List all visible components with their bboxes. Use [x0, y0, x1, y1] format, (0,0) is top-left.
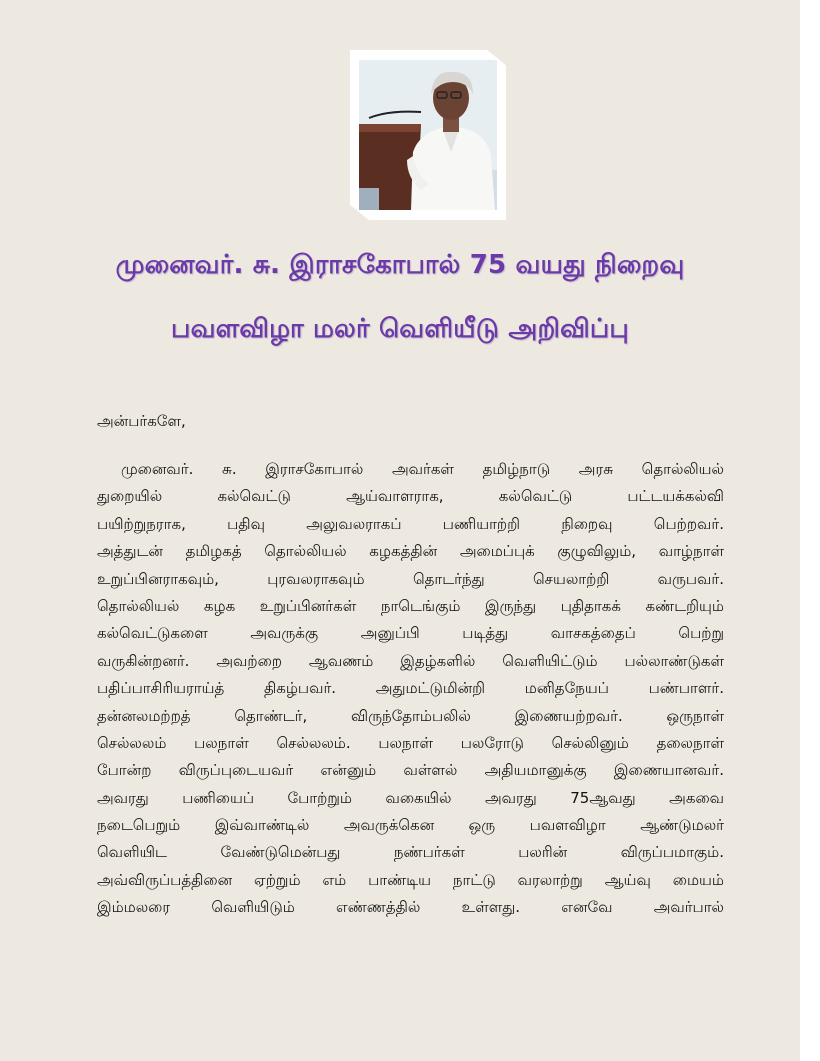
paragraph-line: பதிப்பாசிரியராய்த் திகழ்பவர். அதுமட்டுமின்றி மனிதநேயப் பண்பாளர்.	[97, 679, 724, 698]
paragraph-line: அத்துடன் தமிழகத் தொல்லியல் கழகத்தின் அமைப்புக் குழுவிலும், வாழ்நாள்	[97, 542, 724, 561]
speaker-illustration	[359, 60, 497, 210]
paragraph-line: வெளியிட வேண்டுமென்பது நண்பர்கள் பலரின் விருப்பமாகும்.	[97, 843, 724, 862]
paragraph-line: இம்மலரை வெளியிடும் எண்ணத்தில் உள்ளது. எனவே அவர்பால்	[97, 898, 724, 917]
paragraph-line: போன்ற விருப்புடையவர் என்னும் வள்ளல் அதியமானுக்கு இணையானவர்.	[97, 761, 724, 780]
page-title-line-1: முனைவர். சு. இராசகோபால் 75 வயது நிறைவு	[115, 250, 685, 280]
portrait-photo-frame	[350, 50, 506, 220]
paragraph-line: செல்லலம் பலநாள் செல்லலம். பலநாள் பலரோடு செல்லினும் தலைநாள்	[97, 733, 724, 752]
page-margin-strip	[800, 0, 820, 1061]
paragraph-line: கல்வெட்டுகளை அவருக்கு அனுப்பி படித்து வாசகத்தைப் பெற்று	[97, 624, 724, 643]
body-paragraph	[97, 456, 724, 922]
salutation: அன்பர்களே,	[97, 412, 186, 430]
paragraph-line: நடைபெறும் இவ்வாண்டில் அவருக்கென ஒரு பவளவிழா ஆண்டுமலர்	[97, 816, 724, 835]
paragraph-line: தொல்லியல் கழக உறுப்பினர்கள் நாடெங்கும் இருந்து புதிதாகக் கண்டறியும்	[97, 596, 724, 615]
paragraph-line: உறுப்பினராகவும், புரவலராகவும் தொடர்ந்து செயலாற்றி வருபவர்.	[97, 569, 724, 588]
paragraph-line: பயிற்றுநராக, பதிவு அலுவலராகப் பணியாற்றி நிறைவு பெற்றவர்.	[97, 514, 724, 533]
paragraph-line: தன்னலமற்றத் தொண்டர், விருந்தோம்பலில் இணையற்றவர். ஒருநாள்	[97, 706, 724, 725]
speaker-portrait-photo	[359, 60, 497, 210]
paragraph-line: அவ்விருப்பத்தினை ஏற்றும் எம் பாண்டிய நாட்டு வரலாற்று ஆய்வு மையம்	[97, 870, 724, 889]
paragraph-line: வருகின்றனர். அவற்றை ஆவணம் இதழ்களில் வெளியிட்டும் பல்லாண்டுகள்	[97, 651, 724, 670]
page-title-line-2: பவளவிழா மலர் வெளியீடு அறிவிப்பு	[171, 314, 629, 344]
paragraph-line: முனைவர். சு. இராசகோபால் அவர்கள் தமிழ்நாடு அரசு தொல்லியல்	[121, 460, 724, 478]
paragraph-line: துறையில் கல்வெட்டு ஆய்வாளராக, கல்வெட்டு பட்டயக்கல்வி	[97, 487, 724, 506]
paragraph-line: அவரது பணியைப் போற்றும் வகையில் அவரது 75ஆவது அகவை	[97, 788, 724, 807]
